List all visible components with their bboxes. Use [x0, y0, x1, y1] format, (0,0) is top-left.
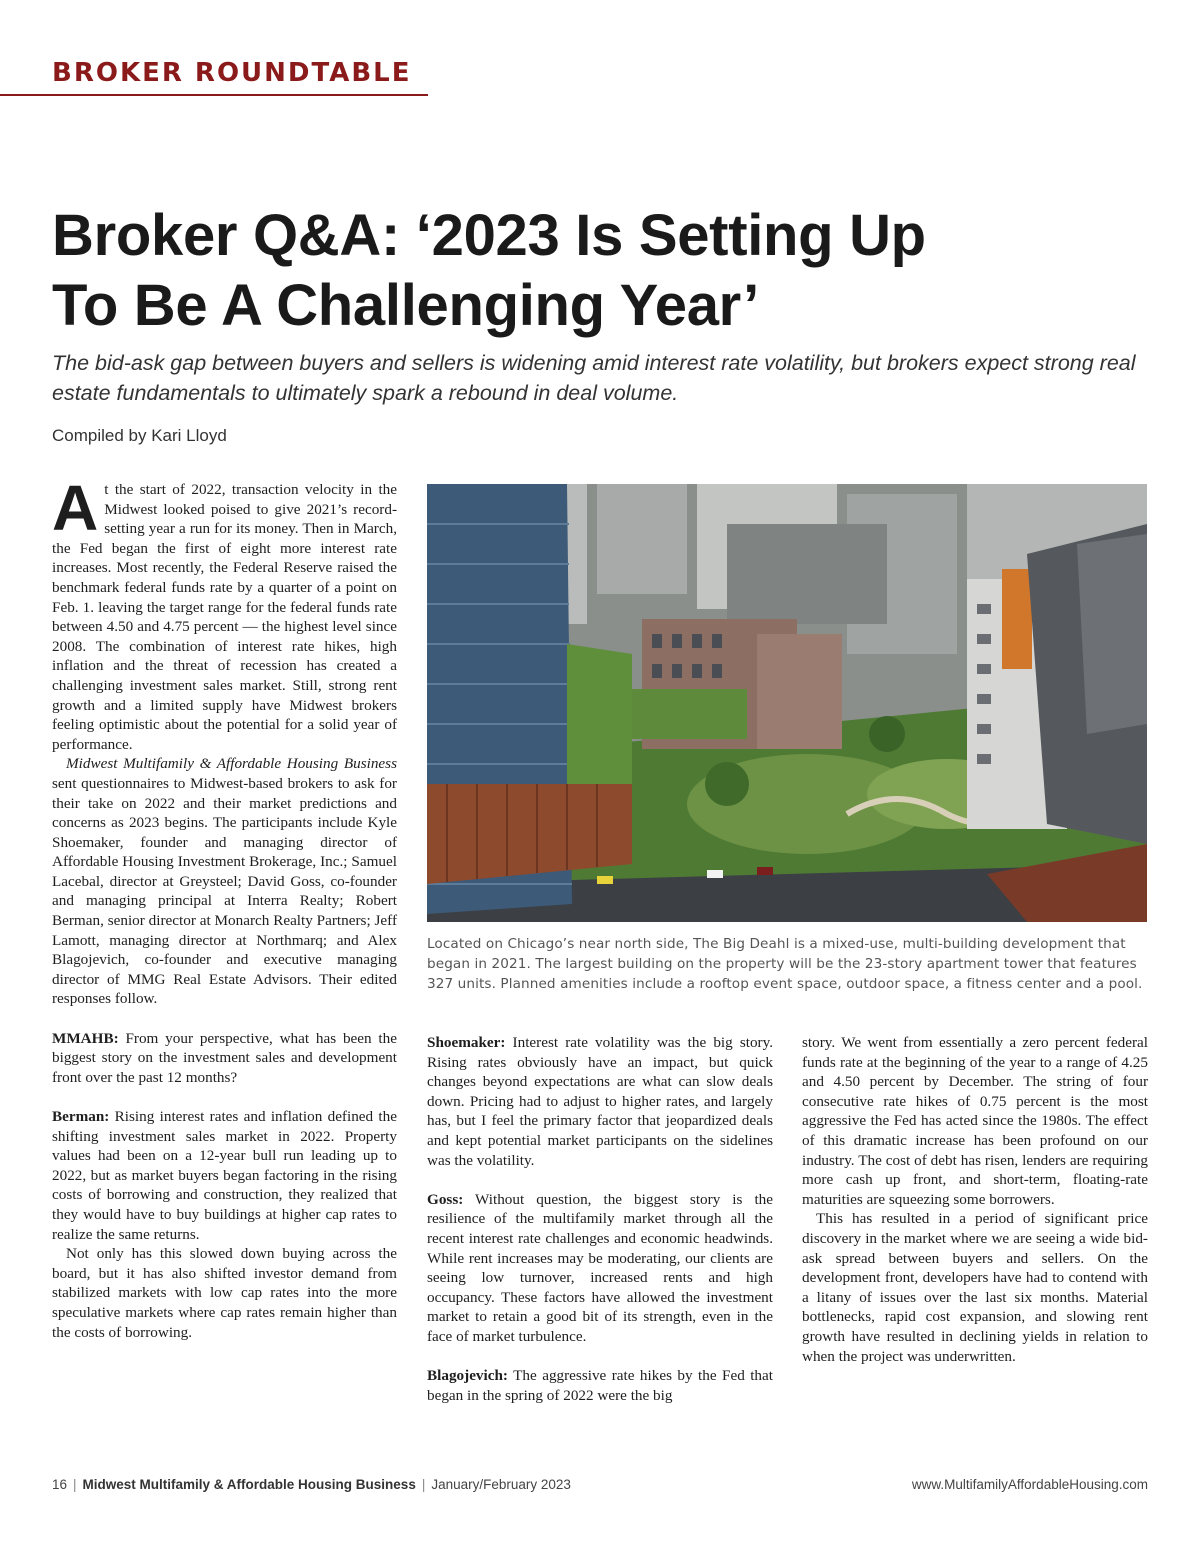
magazine-name: Midwest Multifamily & Affordable Housing Business: [82, 1477, 416, 1492]
article-deck: The bid-ask gap between buyers and sellers is widening amid interest rate volatility, but brokers expect strong real estate fundamentals to ultimately spark a rebound in deal volume.: [52, 351, 1136, 405]
question-text: From your perspective, what has been the biggest story on the investment sales and development front over the past 12 months?: [52, 1029, 397, 1086]
goss-answer: [427, 1190, 773, 1347]
shoemaker-label: Shoemaker:: [427, 1034, 506, 1051]
article-headline: [52, 201, 1152, 341]
goss-text: Without question, the biggest story is the resilience of the multifamily market through all the recent interest rate challenges and economic headwinds. While rent increases may be moderating, our clients are seeing low turnover, increased rents and high occupancy. These factors have allowed the investment market to retain a good bit of its strength, even in the face of market turbulence.: [427, 1190, 773, 1345]
shoemaker-text: Interest rate volatility was the big story. Rising rates obviously have an impact, but quick changes beyond expectations are what can slow deals down. Pricing had to adjust to higher rates, and largely has, but I feel the primary factor that jeopardized deals and kept potential market participants on the sidelines was the volatility.: [427, 1034, 773, 1169]
blagojevich-text: The aggressive rate hikes by the Fed that began in the spring of 2022 were the big: [427, 1367, 773, 1404]
blagojevich-answer: [427, 1366, 773, 1405]
page-number: 16: [52, 1477, 68, 1492]
question-paragraph: [52, 1029, 397, 1088]
photo-caption: Located on Chicago’s near north side, The Big Deahl is a mixed-use, multi-building development that began in 2021. The largest building on the property will be the 23-story apartment tower that features 327 units. Planned amenities include a rooftop event space, outdoor space, a fitness center and a pool.: [427, 936, 1143, 992]
issue-date: January/February 2023: [431, 1477, 571, 1492]
berman-answer: [52, 1107, 397, 1244]
headline-line-1: Broker Q&A: ‘2023 Is Setting Up: [52, 203, 926, 268]
article-column-3: [802, 1033, 1148, 1366]
section-rule: [0, 94, 428, 96]
footer-separator: |: [73, 1477, 77, 1492]
blagojevich-label: Blagojevich:: [427, 1367, 508, 1385]
goss-label: Goss:: [427, 1190, 464, 1208]
blagojevich-paragraph-2: This has resulted in a period of significant price discovery in the market where we are seeing a wide bid-ask spread between buyers and sellers. On the development front, developers have had to contend with a litany of issues over the last six months. Material bottlenecks, rapid cost expansion, and slowing rent growth have resulted in declining yields in relation to when the project was underwritten.: [802, 1210, 1148, 1365]
participants-text: sent questionnaires to Midwest-based brokers to ask for their take on 2022 and their market predictions and concerns as 2023 begins. The participants include Kyle Shoemaker, founder and managing director of Affordable Housing Investment Brokerage, Inc.; Samuel Lacebal, director at Greysteel; David Goss, co-founder and managing principal at Interra Realty; Robert Berman, senior director at Monarch Realty Partners; Jeff Lamott, managing director at Northmarq; and Alex Blagojevich, co-founder and executive managing director of MMG Real Estate Advisors. Their edited responses follow.: [52, 774, 397, 1008]
participants-paragraph: [52, 754, 397, 1009]
byline: Compiled by Kari Lloyd: [52, 426, 227, 445]
development-photo: [427, 484, 1147, 922]
intro-text: t the start of 2022, transaction velocity in the Midwest looked poised to give 2021’s record-setting year a run for its money. Then in March, the Fed began the first of eight more interest rate increases. Most recently, the Federal Reserve raised the benchmark federal funds rate by a quarter of a point on Feb. 1. leaving the target range for the federal funds rate between 4.50 and 4.75 percent — the highest level since 2008. The combination of interest rate hikes, high inflation and the threat of recession has created a challenging investment sales market. Still, strong rent growth and a limited supply have Midwest brokers feeling optimistic about the potential for a solid year of performance.: [52, 481, 397, 753]
berman-label: Berman:: [52, 1108, 110, 1125]
headline-line-2: To Be A Challenging Year’: [52, 273, 759, 338]
footer-separator: |: [421, 1477, 426, 1492]
page-footer: [52, 1477, 1148, 1492]
berman-text: Rising interest rates and inflation defined the shifting investment sales market in 2022. Property values had been on a 12-year bull run leading up to 2022, but as market buyers began factoring in the rising costs of borrowing and construction, they realized that they would have to buy buildings at higher cap rates to realize the same returns.: [52, 1108, 397, 1243]
question-label: MMAHB:: [52, 1029, 119, 1047]
drop-cap: A: [52, 472, 99, 544]
article-column-2: [427, 1033, 773, 1405]
blagojevich-continued: story. We went from essentially a zero percent federal funds rate at the beginning of the year to a range of 4.25 and 4.50 percent by December. The string of four consecutive rate hikes of 0.75 percent is the most aggressive the Fed has acted since the 1980s. The effect of this dramatic increase has been profound on our industry. The cost of debt has risen, lenders are requiring more cash up front, and short-term, floating-rate maturities are squeezing some borrowers.: [802, 1034, 1148, 1208]
shoemaker-answer: [427, 1033, 773, 1170]
berman-answer-continued: Not only has this slowed down buying across the board, but it has also shifted investor demand from stabilized markets with low cap rates into the more speculative markets where cap rates remain higher than the costs of borrowing.: [52, 1245, 397, 1341]
magazine-title: Midwest Multifamily & Affordable Housing Business: [66, 755, 397, 773]
article-column-1: [52, 472, 397, 1342]
development-rendering: [427, 484, 1147, 922]
website-link[interactable]: www.MultifamilyAffordableHousing.com: [911, 1477, 1148, 1492]
intro-paragraph: [52, 472, 397, 754]
section-label: BROKER ROUNDTABLE: [52, 58, 412, 88]
